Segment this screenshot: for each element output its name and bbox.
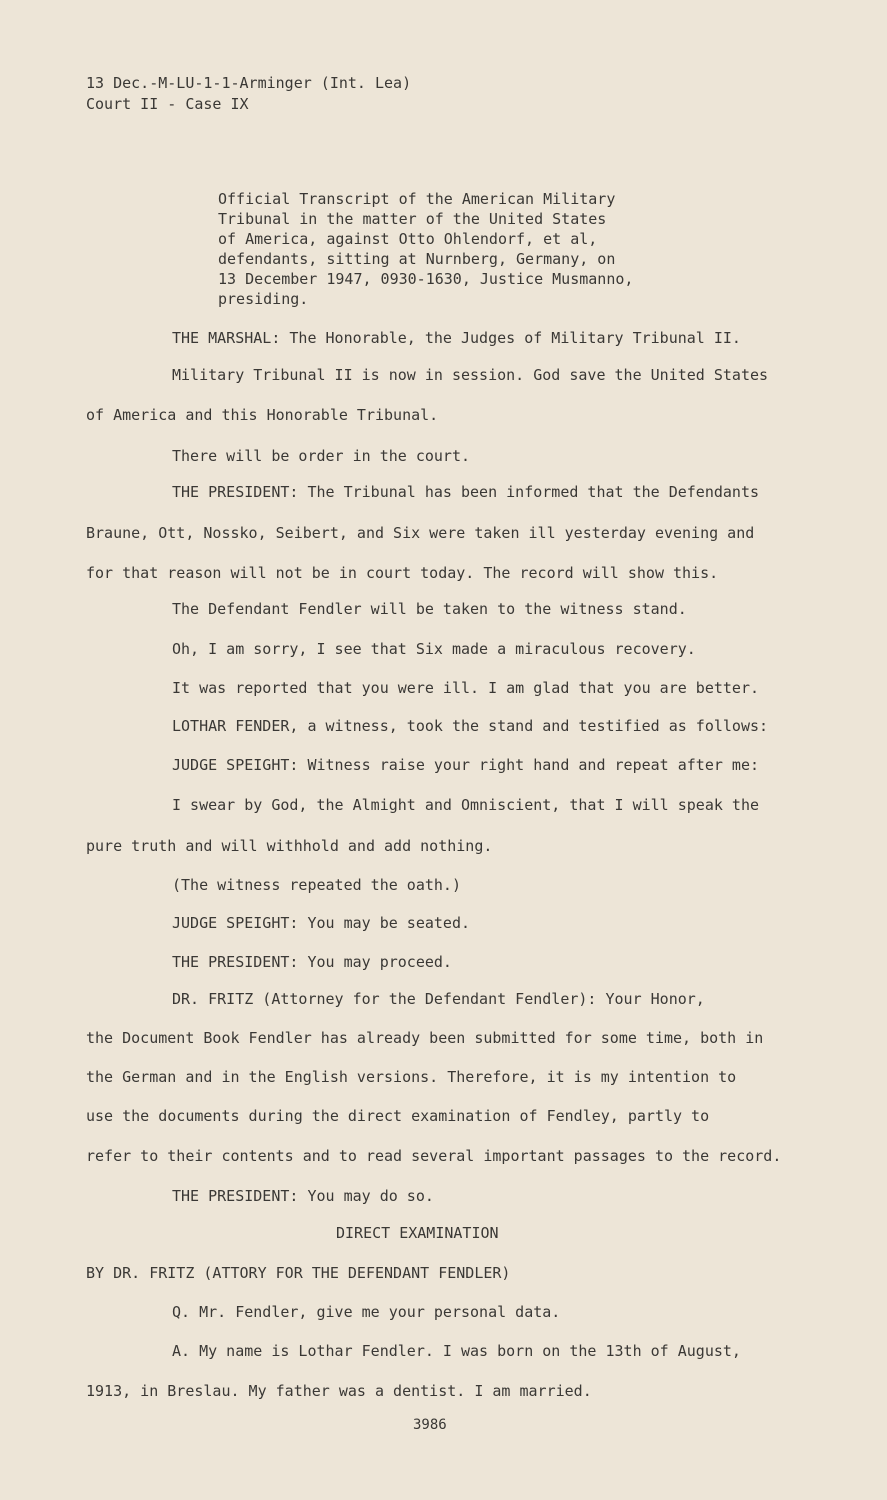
body-line: It was reported that you were ill. I am glad that you are better. bbox=[172, 679, 759, 697]
summary-line: defendants, sitting at Nurnberg, Germany, on bbox=[218, 250, 616, 268]
body-line: DR. FRITZ (Attorney for the Defendant Fendler): Your Honor, bbox=[172, 990, 705, 1008]
body-line: THE PRESIDENT: The Tribunal has been informed that the Defendants bbox=[172, 483, 759, 501]
summary-line: of America, against Otto Ohlendorf, et al, bbox=[218, 230, 598, 248]
page-number: 3986 bbox=[413, 1417, 447, 1433]
body-line: pure truth and will withhold and add nothing. bbox=[86, 837, 493, 855]
answer-line: A. My name is Lothar Fendler. I was born on the 13th of August, bbox=[172, 1342, 741, 1360]
body-line: use the documents during the direct examination of Fendley, partly to bbox=[86, 1107, 710, 1125]
body-line: The Defendant Fendler will be taken to the witness stand. bbox=[172, 600, 687, 618]
body-line: THE PRESIDENT: You may proceed. bbox=[172, 953, 452, 971]
body-line: Oh, I am sorry, I see that Six made a miraculous recovery. bbox=[172, 640, 696, 658]
body-line: JUDGE SPEIGHT: You may be seated. bbox=[172, 914, 471, 932]
body-line: LOTHAR FENDER, a witness, took the stand and testified as follows: bbox=[172, 717, 769, 735]
summary-line: 13 December 1947, 0930-1630, Justice Musmanno, bbox=[218, 270, 634, 288]
summary-line: Tribunal in the matter of the United States bbox=[218, 210, 607, 228]
summary-line: presiding. bbox=[218, 290, 309, 308]
body-line: There will be order in the court. bbox=[172, 447, 471, 465]
body-line: (The witness repeated the oath.) bbox=[172, 876, 461, 894]
body-line: BY DR. FRITZ (ATTORY FOR THE DEFENDANT FENDLER) bbox=[86, 1264, 511, 1282]
body-line: the Document Book Fendler has already been submitted for some time, both in bbox=[86, 1029, 764, 1047]
header-line-2: Court II - Case IX bbox=[86, 95, 249, 113]
body-line: I swear by God, the Almight and Omniscient, that I will speak the bbox=[172, 796, 759, 814]
body-line: refer to their contents and to read several important passages to the record. bbox=[86, 1147, 782, 1165]
body-line: JUDGE SPEIGHT: Witness raise your right hand and repeat after me: bbox=[172, 756, 759, 774]
summary-line: Official Transcript of the American Military bbox=[218, 190, 616, 208]
question-line: Q. Mr. Fendler, give me your personal data. bbox=[172, 1303, 561, 1321]
header-line-1: 13 Dec.-M-LU-1-1-Arminger (Int. Lea) bbox=[86, 74, 412, 92]
body-line: of America and this Honorable Tribunal. bbox=[86, 406, 439, 424]
answer-line: 1913, in Breslau. My father was a dentist. I am married. bbox=[86, 1382, 592, 1400]
body-line: THE PRESIDENT: You may do so. bbox=[172, 1187, 434, 1205]
body-line: for that reason will not be in court today. The record will show this. bbox=[86, 564, 719, 582]
section-heading: DIRECT EXAMINATION bbox=[336, 1224, 499, 1242]
body-line: THE MARSHAL: The Honorable, the Judges of Military Tribunal II. bbox=[172, 329, 741, 347]
body-line: Military Tribunal II is now in session. God save the United States bbox=[172, 366, 769, 384]
body-line: Braune, Ott, Nossko, Seibert, and Six were taken ill yesterday evening and bbox=[86, 524, 755, 542]
body-line: the German and in the English versions. Therefore, it is my intention to bbox=[86, 1068, 737, 1086]
